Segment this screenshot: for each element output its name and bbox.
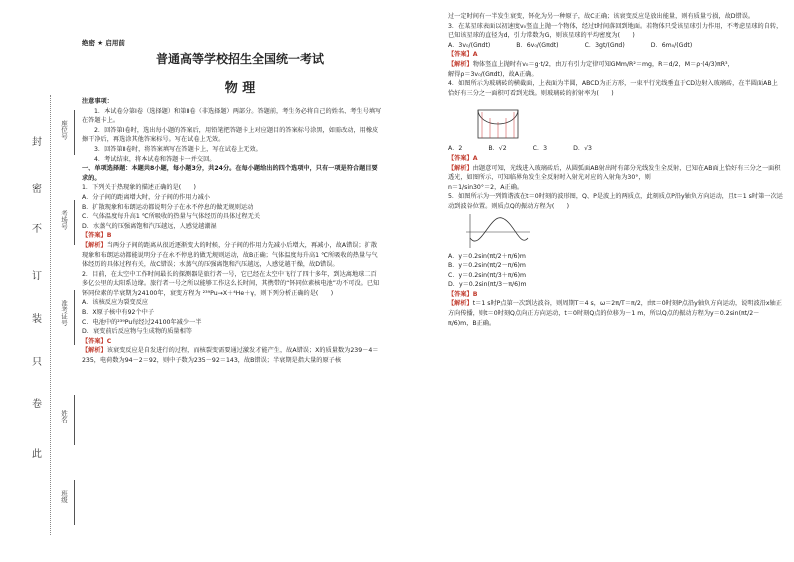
continued-explanation: 过一定时间有一半发生衰变，钚化为另一种原子，故C正确；该衰变反应是放出能量，则有质量亏损，故D错误。 xyxy=(448,13,755,20)
notice-item: 1．本试卷分第Ⅰ卷（选择题）和第Ⅱ卷（非选择题）两部分。答题前，考生务必将自己的姓名、考生号填写在答题卡上。 xyxy=(82,107,382,125)
q5-answer: 【答案】B xyxy=(448,290,478,298)
q1-explain-label: 【解析】 xyxy=(82,241,107,249)
q1-option: C．气体温度每升高1 ℃所吸收的热量与气体经历的具体过程无关 xyxy=(82,213,261,221)
q2-answer: 【答案】C xyxy=(82,337,112,345)
q3-explain-label: 【解析】 xyxy=(448,60,473,68)
seal-char: 此 xyxy=(32,449,42,460)
q1-option: B．扩散现象和布朗运动都说明分子在永不停息的做无规则运动 xyxy=(82,203,254,211)
left-column xyxy=(82,97,382,366)
admission-number-line[interactable] xyxy=(74,290,75,345)
q3-stem: 3．在某星球表面以初速度v₀竖直上抛一个物体，经过t时间落回到地面。若物体只受该星球引力作用，不考虑星球的自转，已知该星球的直径为d，引力常数为G，则该星球的平均密度为( ) xyxy=(448,22,783,40)
right-column xyxy=(448,12,783,328)
binding-margin xyxy=(30,95,90,535)
q3-option: A．3v₀/(Gπdt) xyxy=(448,41,491,49)
exam-room-label: 考场号 xyxy=(60,210,68,230)
q5-option: C．y＝0.2sin(πt/3＋π/6)m xyxy=(448,271,527,279)
q4-explanation-result: n＝1/sin30°＝2，A正确。 xyxy=(448,183,524,191)
seat-number-line[interactable] xyxy=(74,110,75,155)
q2-option: C．电池中的²³⁹Pu每经过24100年减少一半 xyxy=(82,318,202,326)
seal-char: 不 xyxy=(32,224,42,235)
q1-option: D．水蒸气的压强离饱和汽压越远，人感觉越潮湿 xyxy=(82,222,217,230)
notice-item: 4．考试结束，将本试卷和答题卡一并交回。 xyxy=(94,155,216,163)
seal-char: 卷 xyxy=(32,399,42,410)
q5-stem: 5．如图所示为一列简谐波在t＝0时刻的波形图，Q、P是波上的两质点，此刻质点P沿y轴负方向运动，且t＝1 s时第一次运动到波谷位置。则质点Q的振动方程为( ) xyxy=(448,193,783,210)
q4-option: B．√2 xyxy=(488,145,507,153)
q5-figure-area xyxy=(448,212,783,252)
q3-option: D．6m₀/(Gdt) xyxy=(650,41,693,49)
confidential-label: 绝密 ★ 启用前 xyxy=(82,39,125,47)
q2-option: D．衰变前后反应物与生成物的质量相等 xyxy=(82,328,192,336)
seat-number-label: 座位号 xyxy=(60,120,68,140)
q3-option: C．3gt/(Gπd) xyxy=(584,41,625,49)
subject-title: 物 理 xyxy=(224,81,256,96)
q4-options xyxy=(448,144,783,154)
q4-option: A．2 xyxy=(448,145,463,153)
q4-option: D．√3 xyxy=(573,145,592,153)
q4-answer: 【答案】A xyxy=(448,154,478,162)
q3-explanation: 物体竖直上抛时有v₀＝g·t/2，由万有引力定律可知GMm/R²＝mg，R＝d/2，M＝ρ·(4/3)πR³， xyxy=(472,60,734,68)
class-line[interactable] xyxy=(74,480,75,525)
q2-explain-label: 【解析】 xyxy=(82,347,107,355)
q1-explanation: 当两分子间的距离从很近逐渐变大的时候，分子间的作用力先减小后增大，再减小，故A错误；扩散现象和布朗运动都能说明分子在永不停息的做无规则运动，故B正确；气体温度每升高1 ℃所吸收的热量与气体经历的具体过程有关，故C错误；水蒸气的压强离饱和汽压越远，人感觉越干燥，故D错误。 xyxy=(82,241,378,269)
glass-brick-diagram xyxy=(468,98,528,142)
seal-char: 只 xyxy=(32,357,42,368)
q4-option: C．3 xyxy=(532,145,548,153)
admission-number-label: 准考证号 xyxy=(60,300,68,326)
q5-explanation: t＝1 s时P点第一次到达波谷，则周期T＝4 s，ω＝2π/T＝π/2，由t＝0时刻P点沿y轴负方向运动，说明波沿x轴正方向传播，则t＝0时刻Q点向正方向运动，t＝0时刻Q点的位移为－1 m，所以Q点的振动方程为y＝0.2sin(πt/2－π/6)m，B正确。 xyxy=(448,300,782,327)
q3-options xyxy=(448,41,783,51)
wave-diagram xyxy=(462,212,532,250)
q2-explanation: 该衰变反应是自发进行的过程，而核裂变需要通过激发才能产生，故A错误；X的质量数为239－4＝235，电荷数为94－2＝92，则中子数为235－92＝143，故B错误；半衰期是指大量的原子核 xyxy=(82,347,379,365)
notice-item: 3．回答第Ⅱ卷时，将答案填写在答题卡上，写在试卷上无效。 xyxy=(94,145,262,153)
seal-dotted-line xyxy=(50,95,51,535)
q5-explain-label: 【解析】 xyxy=(448,300,473,308)
q2-option: B．X原子核中有92个中子 xyxy=(82,309,155,317)
seal-char: 订 xyxy=(32,271,42,282)
q1-answer: 【答案】B xyxy=(82,232,112,240)
q2-option: A．该核反应为裂变反应 xyxy=(82,299,149,307)
q2-stem: 2．目前，在太空中工作时间最长的探测器是旅行者一号，它已经在太空中飞行了四十多年，到达离地球二百多亿公里的太阳系边缘。旅行者一号之所以能够工作这么长时间，其携带的“钚同位素核电池”功不可没。已知钚同位素的半衰期为24100年，衰变方程为 ²³⁹Pu→X＋⁴He＋γ，则下列分析正确的是( ) xyxy=(82,270,380,297)
exam-title: 普通高等学校招生全国统一考试 xyxy=(155,52,324,66)
exam-room-line[interactable] xyxy=(74,200,75,245)
q4-explain-label: 【解析】 xyxy=(448,164,473,172)
class-label: 班级 xyxy=(60,490,68,503)
q1-stem: 1．下列关于热现象的描述正确的是( ) xyxy=(82,184,196,192)
name-label: 姓名 xyxy=(60,410,68,423)
name-line[interactable] xyxy=(74,395,75,445)
notice-title: 注意事项： xyxy=(82,98,113,105)
seal-char: 封 xyxy=(32,137,42,148)
q3-option: B．6v₀/(Gπdt) xyxy=(516,41,559,49)
q5-option: A．y＝0.2sin(πt/2＋π/6)m xyxy=(448,252,526,260)
seal-char: 装 xyxy=(32,314,42,325)
seal-char: 密 xyxy=(32,184,42,195)
q4-figure-area xyxy=(448,98,783,144)
section-title: 一、单项选择题：本题共8小题，每小题3分，共24分。在每小题给出的四个选项中，只有一项是符合题目要求的。 xyxy=(82,165,378,182)
q1-option: A．分子间的距离增大时，分子间的作用力减小 xyxy=(82,193,210,201)
notice-item: 2．回答第Ⅰ卷时，选出每小题的答案后，用铅笔把答题卡上对应题目的答案标号涂黑，如需改动，用橡皮擦干净后，再选涂其他答案标号。写在试卷上无效。 xyxy=(82,126,379,144)
q4-stem: 4．如图所示为玻璃砖的横截面，上表面为半圆，ABCD为正方形，一束平行光线垂直于CD边射入玻璃砖，在半圆面AB上恰好有三分之一面积可看到光线。则玻璃砖的折射率为( ) xyxy=(448,80,778,97)
q5-option: B．y＝0.2sin(πt/2－π/6)m xyxy=(448,262,526,270)
q3-explanation-result: 解得ρ＝3v₀/(Gπdt)，故A正确。 xyxy=(448,70,538,78)
q4-explanation: 由题意可知，光线进入玻璃砖后，从圆弧面AB射出时有部分光线发生全反射，已知在AB面上恰好有三分之一面积透光，如图所示，可知临界角发生全反射时入射光对应的入射角为30°，则 xyxy=(448,164,781,182)
q3-answer: 【答案】A xyxy=(448,51,478,59)
q5-option: D．y＝0.2sin(πt/3－π/6)m xyxy=(448,281,527,289)
